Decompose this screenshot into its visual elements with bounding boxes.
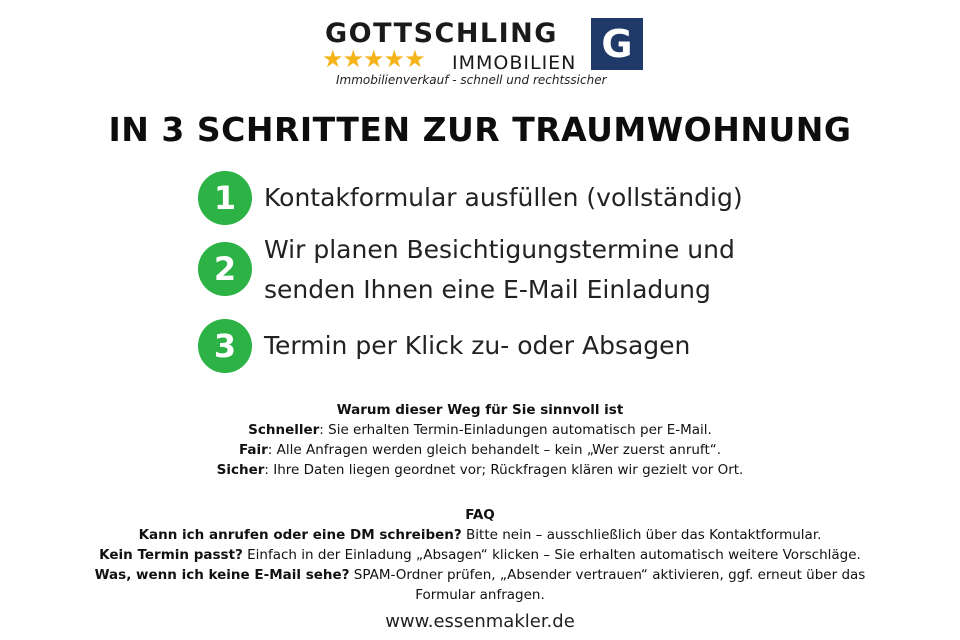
faq-answer: Bitte nein – ausschließlich über das Kontaktformular.: [461, 527, 822, 543]
step-1: [198, 171, 758, 227]
benefit-item: [0, 440, 960, 460]
faq-question: Kann ich anrufen oder eine DM schreiben?: [138, 527, 462, 543]
step-3-number-badge: 3: [198, 319, 252, 373]
step-3: [198, 319, 758, 375]
benefit-item: [0, 460, 960, 480]
faq-answer: Einfach in der Einladung „Absagen“ klicken – Sie erhalten automatisch weitere Vorschläge.: [242, 547, 861, 563]
logo-letter-badge: G: [591, 18, 643, 70]
benefit-label: Sicher: [216, 462, 265, 478]
logo-subtitle: IMMOBILIEN: [452, 52, 577, 74]
step-3-text: Termin per Klick zu- oder Absagen: [264, 331, 691, 360]
faq-item: [80, 525, 880, 545]
benefit-label: Fair: [238, 442, 268, 458]
website-url: www.essenmakler.de: [385, 611, 575, 632]
step-2-number-badge: 2: [198, 242, 252, 296]
faq-title: FAQ: [465, 507, 495, 523]
faq-section: [80, 505, 880, 605]
faq-item: [80, 565, 880, 605]
page-headline: IN 3 SCHRITTEN ZUR TRAUMWOHNUNG: [108, 110, 852, 149]
faq-question: Was, wenn ich keine E-Mail sehe?: [94, 567, 350, 583]
benefits-title: Warum dieser Weg für Sie sinnvoll ist: [336, 402, 624, 418]
logo-company-name: GOTTSCHLING: [325, 18, 558, 49]
benefit-text: : Sie erhalten Termin-Einladungen automatisch per E-Mail.: [319, 422, 712, 438]
benefit-text: : Ihre Daten liegen geordnet vor; Rückfragen klären wir gezielt vor Ort.: [264, 462, 744, 478]
benefit-label: Schneller: [248, 422, 320, 438]
step-2: [198, 230, 758, 310]
step-1-text: Kontakformular ausfüllen (vollständig): [264, 183, 743, 212]
faq-question: Kein Termin passt?: [99, 547, 243, 563]
faq-answer: SPAM-Ordner prüfen, „Absender vertrauen“ aktivieren, ggf. erneut über das Formular anfragen.: [349, 567, 866, 603]
step-2-text: Wir planen Besichtigungstermine und senden Ihnen eine E-Mail Einladung: [264, 235, 735, 304]
benefits-section: [0, 400, 960, 480]
benefit-text: : Alle Anfragen werden gleich behandelt – kein „Wer zuerst anruft“.: [267, 442, 722, 458]
benefit-item: [0, 420, 960, 440]
faq-item: [80, 545, 880, 565]
logo-tagline: Immobilienverkauf - schnell und rechtssicher: [336, 73, 607, 87]
step-1-number-badge: 1: [198, 171, 252, 225]
rating-stars-icon: ★★★★★: [322, 45, 425, 73]
